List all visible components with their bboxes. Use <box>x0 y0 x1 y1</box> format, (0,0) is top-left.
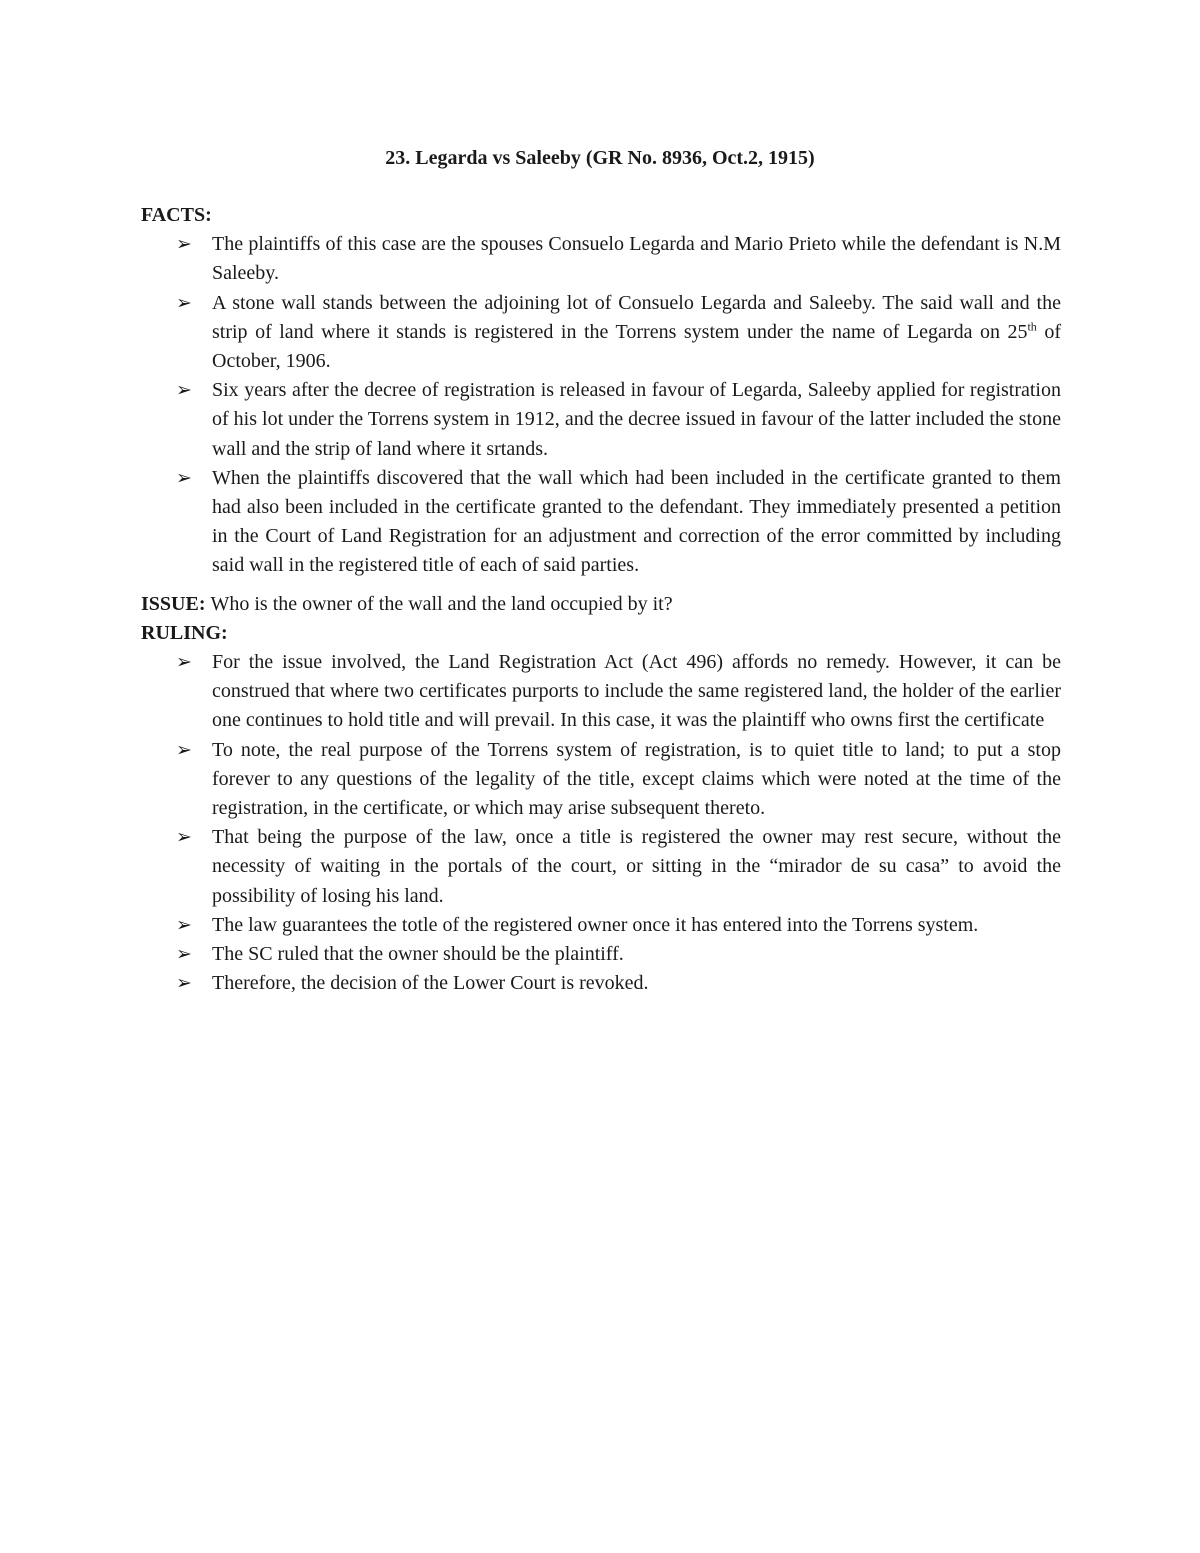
list-item <box>176 736 1061 824</box>
fact-text: When the plaintiffs discovered that the wall which had been included in the certificate granted to them had also been included in the certificate granted to the defendant. They immediately presented a petition in the Court of Land Registration for an adjustment and correction of the error committed by including said wall in the registered title of each of said parties. <box>212 466 1061 577</box>
list-item <box>176 911 1061 940</box>
list-item <box>176 289 1061 377</box>
arrow-bullet-icon: ➢ <box>176 913 192 936</box>
list-item <box>176 464 1061 581</box>
issue-text: Who is the owner of the wall and the land occupied by it? <box>210 592 673 615</box>
ruling-text: To note, the real purpose of the Torrens system of registration, is to quiet title to land; to put a stop forever to any questions of the legality of the title, except claims which were noted at the time of the registration, in the certificate, or which may arise subsequent thereto. <box>212 738 1061 820</box>
arrow-bullet-icon: ➢ <box>176 738 192 761</box>
fact-text: A stone wall stands between the adjoining lot of Consuelo Legarda and Saleeby. The said wall and the strip of land where it stands is registered in the Torrens system under the name of Legarda on 25th of October, 1906. <box>212 291 1061 373</box>
list-item <box>176 376 1061 464</box>
issue-label: ISSUE: <box>141 592 206 615</box>
issue-line <box>141 590 1061 619</box>
ruling-list <box>141 648 1061 998</box>
arrow-bullet-icon: ➢ <box>176 291 192 314</box>
ruling-text: Therefore, the decision of the Lower Court is revoked. <box>212 972 649 995</box>
ruling-text: The law guarantees the totle of the registered owner once it has entered into the Torrens system. <box>212 913 979 936</box>
list-item <box>176 230 1061 288</box>
ruling-text: For the issue involved, the Land Registration Act (Act 496) affords no remedy. However, it can be construed that where two certificates purports to include the same registered land, the holder of the earlier one continues to hold title and will prevail. In this case, it was the plaintiff who owns first the certificate <box>212 651 1061 732</box>
document-body <box>141 201 1061 998</box>
list-item <box>176 940 1061 969</box>
facts-list <box>141 230 1061 580</box>
arrow-bullet-icon: ➢ <box>176 651 192 674</box>
arrow-bullet-icon: ➢ <box>176 943 192 966</box>
list-item <box>176 823 1061 911</box>
ruling-heading: RULING: <box>141 621 228 644</box>
list-item <box>176 648 1061 736</box>
arrow-bullet-icon: ➢ <box>176 466 192 489</box>
fact-text: Six years after the decree of registration is released in favour of Legarda, Saleeby applied for registration of his lot under the Torrens system in 1912, and the decree issued in favour of the latter included the stone wall and the strip of land where it srtands. <box>212 379 1061 460</box>
list-item <box>176 969 1061 998</box>
superscript: th <box>1027 319 1037 334</box>
arrow-bullet-icon: ➢ <box>176 826 192 849</box>
fact-text: The plaintiffs of this case are the spouses Consuelo Legarda and Mario Prieto while the defendant is N.M Saleeby. <box>212 233 1061 285</box>
document-title: 23. Legarda vs Saleeby (GR No. 8936, Oct.2, 1915) <box>385 147 815 169</box>
arrow-bullet-icon: ➢ <box>176 233 192 256</box>
ruling-text: That being the purpose of the law, once a title is registered the owner may rest secure, without the necessity of waiting in the portals of the court, or sitting in the “mirador de su casa” to avoid the possibility of losing his land. <box>212 826 1061 907</box>
facts-heading: FACTS: <box>141 204 212 226</box>
arrow-bullet-icon: ➢ <box>176 972 192 995</box>
ruling-text: The SC ruled that the owner should be the plaintiff. <box>212 943 624 966</box>
arrow-bullet-icon: ➢ <box>176 379 192 402</box>
